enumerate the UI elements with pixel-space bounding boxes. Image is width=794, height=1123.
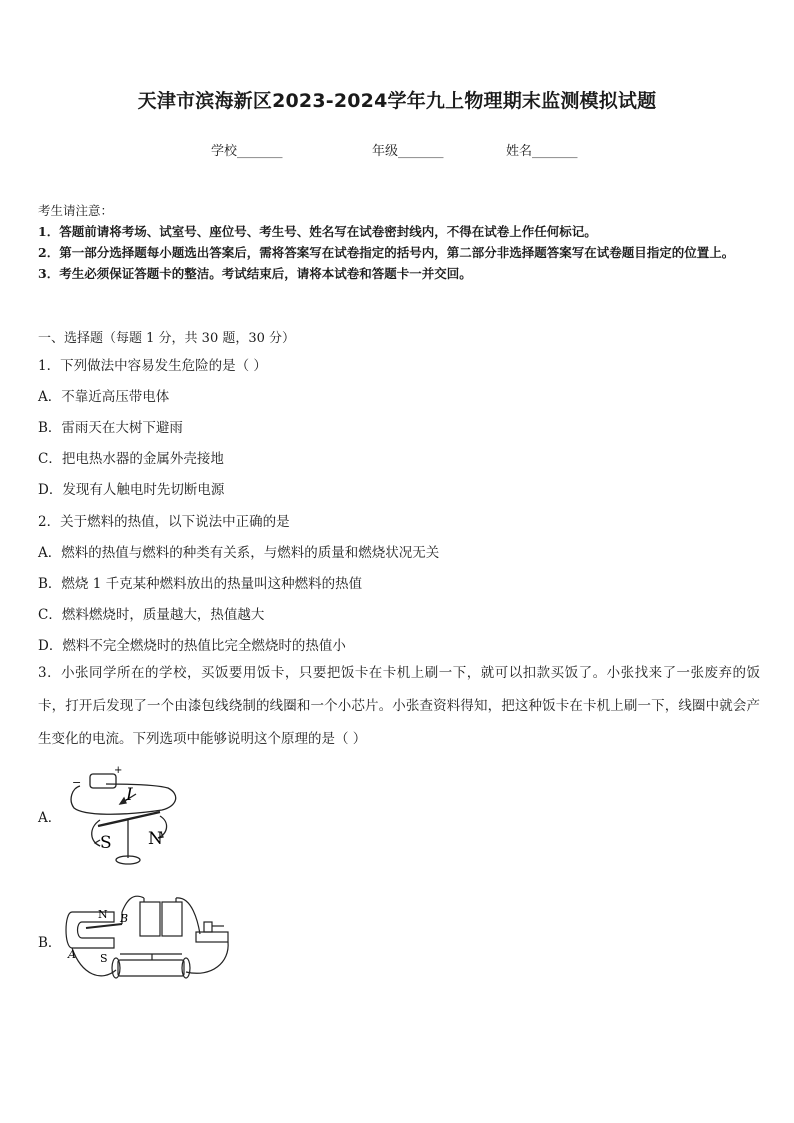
figure-b-north-pole: N (98, 908, 108, 921)
figure-a-solenoid-compass (62, 764, 184, 874)
q1-option-d[interactable]: D．发现有人触电时先切断电源 (38, 482, 225, 498)
q1-option-b[interactable]: B．雷雨天在大树下避雨 (38, 420, 183, 436)
grade-field[interactable]: 年级_______ (372, 144, 444, 159)
notice-item-3: 3．考生必须保证答题卡的整洁。考试结束后，请将本试卷和答题卡一并交回。 (38, 266, 472, 281)
figure-a-north-pole: N (148, 829, 163, 849)
school-field[interactable]: 学校_______ (211, 144, 283, 159)
figure-b-circuit (62, 892, 242, 1002)
figure-b-point-b: B (120, 912, 129, 925)
figure-b-point-a: A (68, 948, 76, 961)
q2-option-c[interactable]: C．燃料燃烧时，质量越大，热值越大 (38, 607, 265, 623)
figure-a-plus: + (114, 765, 123, 776)
figure-a-minus: − (72, 776, 82, 789)
figure-a-south-pole: S (100, 833, 112, 853)
q2-option-a[interactable]: A．燃料的热值与燃料的种类有关系，与燃料的质量和燃烧状况无关 (38, 545, 440, 561)
q2-stem: 2．关于燃料的热值，以下说法中正确的是 (38, 514, 290, 530)
figure-b-south-pole: S (100, 952, 108, 965)
notice-item-2: 2．第一部分选择题每小题选出答案后，需将答案写在试卷指定的括号内，第二部分非选择题答案写在试卷题目指定的位置上。 (38, 245, 735, 260)
q1-option-a[interactable]: A．不靠近高压带电体 (38, 389, 170, 405)
q1-stem: 1．下列做法中容易发生危险的是（ ） (38, 358, 267, 374)
notice-item-1: 1．答题前请将考场、试室号、座位号、考生号、姓名写在试卷密封线内，不得在试卷上作任何标记。 (38, 224, 597, 239)
name-field[interactable]: 姓名_______ (506, 144, 578, 159)
section-heading: 一、选择题（每题 1 分，共 30 题，30 分） (38, 331, 296, 346)
q3-option-a-label[interactable]: A． (38, 810, 62, 826)
notice-heading: 考生请注意： (38, 203, 114, 218)
figure-a-current-label: I (126, 785, 133, 805)
q2-option-d[interactable]: D．燃料不完全燃烧时的热值比完全燃烧时的热值小 (38, 638, 346, 654)
q1-option-c[interactable]: C．把电热水器的金属外壳接地 (38, 451, 224, 467)
page-title: 天津市滨海新区2023-2024学年九上物理期末监测模拟试题 (137, 90, 657, 112)
q2-option-b[interactable]: B．燃烧 1 千克某种燃料放出的热量叫这种燃料的热值 (38, 576, 363, 592)
q3-stem: 3．小张同学所在的学校，买饭要用饭卡，只要把饭卡在卡机上刷一下，就可以扣款买饭了。小张找来了一张废弃的饭卡，打开后发现了一个由漆包线绕制的线圈和一个小芯片。小张查资料得知，把这种饭卡在卡机上刷一下，线圈中就会产生变化的电流。下列选项中能够说明这个原理的是（ ） (38, 665, 760, 747)
q3-option-b-label[interactable]: B． (38, 935, 62, 951)
notice-block (38, 200, 762, 284)
